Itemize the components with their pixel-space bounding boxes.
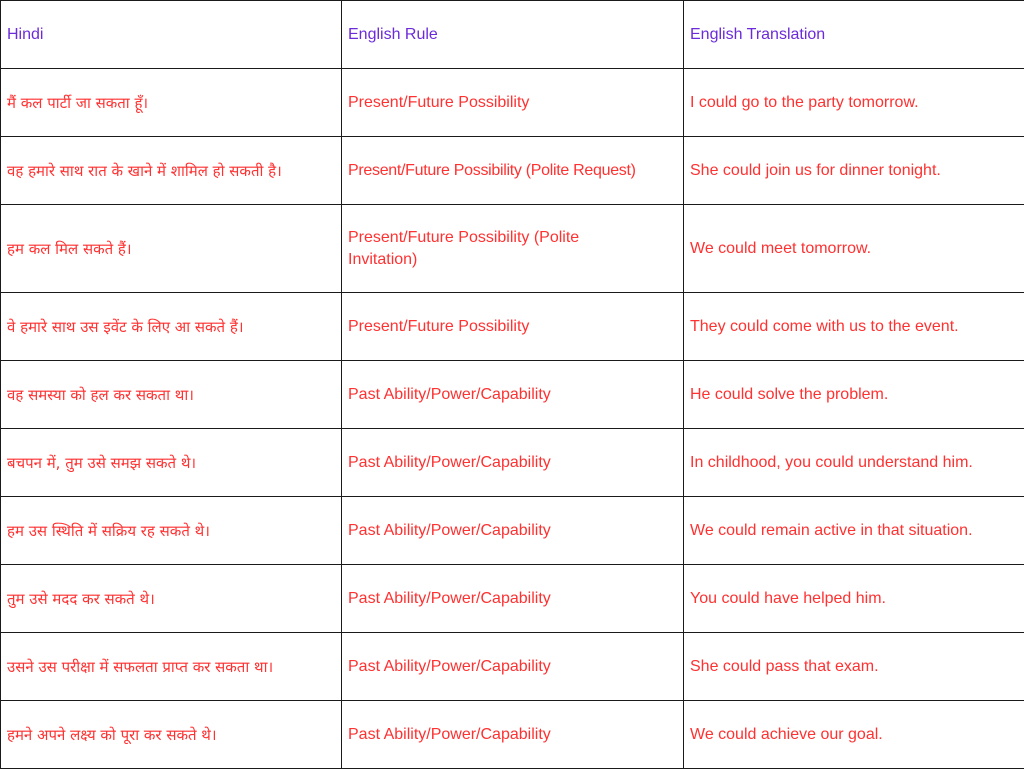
header-english-translation: English Translation [684,1,1024,69]
cell-hindi: बचपन में, तुम उसे समझ सकते थे। [1,429,342,497]
table-row [1,137,1024,205]
cell-translation: We could remain active in that situation. [684,497,1024,565]
cell-rule: Present/Future Possibility (Polite Invitation) [342,205,684,293]
cell-rule: Past Ability/Power/Capability [342,429,684,497]
cell-hindi: वे हमारे साथ उस इवेंट के लिए आ सकते हैं। [1,293,342,361]
cell-translation: He could solve the problem. [684,361,1024,429]
cell-rule: Present/Future Possibility [342,293,684,361]
cell-hindi: तुम उसे मदद कर सकते थे। [1,565,342,633]
cell-rule: Past Ability/Power/Capability [342,497,684,565]
table-row [1,293,1024,361]
cell-translation: We could meet tomorrow. [684,205,1024,293]
cell-hindi: हम उस स्थिति में सक्रिय रह सकते थे। [1,497,342,565]
table-row [1,633,1024,701]
cell-hindi: हमने अपने लक्ष्य को पूरा कर सकते थे। [1,701,342,769]
header-english-rule: English Rule [342,1,684,69]
table-row [1,69,1024,137]
table-row [1,701,1024,769]
header-hindi: Hindi [1,1,342,69]
table-row [1,565,1024,633]
cell-hindi: मैं कल पार्टी जा सकता हूँ। [1,69,342,137]
table-row [1,361,1024,429]
cell-hindi: वह समस्या को हल कर सकता था। [1,361,342,429]
cell-translation: In childhood, you could understand him. [684,429,1024,497]
cell-hindi: वह हमारे साथ रात के खाने में शामिल हो सकती है। [1,137,342,205]
table-header-row [1,1,1024,69]
cell-translation: She could join us for dinner tonight. [684,137,1024,205]
cell-rule: Past Ability/Power/Capability [342,701,684,769]
cell-translation: They could come with us to the event. [684,293,1024,361]
cell-translation: She could pass that exam. [684,633,1024,701]
table-row [1,205,1024,293]
cell-hindi: हम कल मिल सकते हैं। [1,205,342,293]
cell-translation: I could go to the party tomorrow. [684,69,1024,137]
cell-translation: You could have helped him. [684,565,1024,633]
cell-rule: Present/Future Possibility (Polite Request) [342,137,684,205]
cell-rule: Present/Future Possibility [342,69,684,137]
cell-hindi: उसने उस परीक्षा में सफलता प्राप्त कर सकता था। [1,633,342,701]
cell-rule: Past Ability/Power/Capability [342,633,684,701]
cell-translation: We could achieve our goal. [684,701,1024,769]
table-row [1,429,1024,497]
table-row [1,497,1024,565]
cell-rule: Past Ability/Power/Capability [342,361,684,429]
cell-rule: Past Ability/Power/Capability [342,565,684,633]
